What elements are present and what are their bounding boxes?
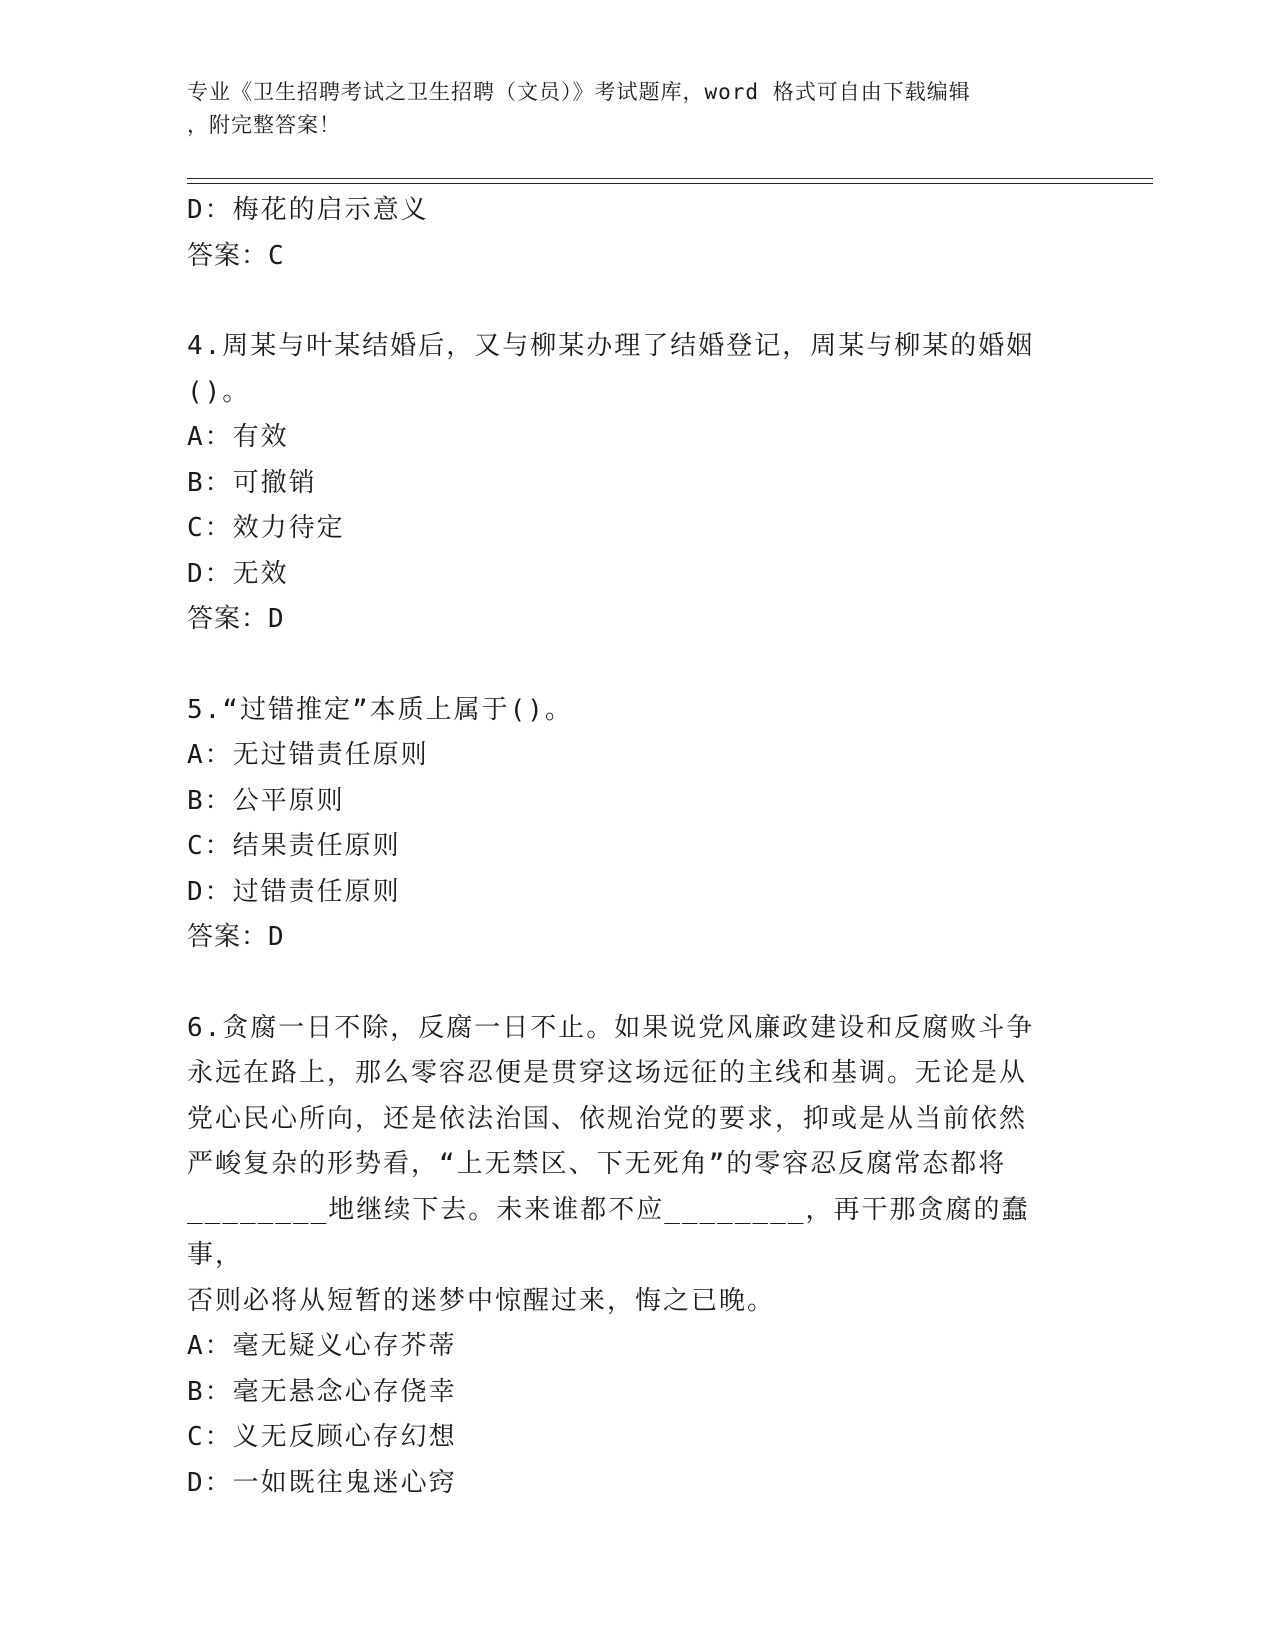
q5-answer: 答案：D bbox=[187, 922, 285, 952]
q3-answer: 答案：C bbox=[187, 240, 285, 271]
q4-option-a: A：有效 bbox=[187, 422, 289, 452]
q4-stem-line2: ()。 bbox=[187, 376, 251, 407]
header-title-line2: ，附完整答案！ bbox=[187, 113, 341, 137]
q5-option-c: C：结果责任原则 bbox=[187, 831, 401, 861]
q6-stem bbox=[187, 1006, 1067, 1325]
q4-option-c: C：效力待定 bbox=[187, 513, 345, 543]
q4-answer: 答案：D bbox=[187, 604, 285, 634]
q6-option-b: B：毫无悬念心存侥幸 bbox=[187, 1376, 457, 1407]
q6-stem-line1: 6.贪腐一日不除，反腐一日不止。如果说党风廉政建设和反腐败斗争 bbox=[187, 1012, 1035, 1043]
q6-stem-line4: 严峻复杂的形势看，“上无禁区、下无死角”的零容忍反腐常态都将 bbox=[187, 1149, 1007, 1179]
q6-option-c: C：义无反顾心存幻想 bbox=[187, 1422, 457, 1452]
q6-stem-line5: ________地继续下去。未来谁都不应________，再干那贪腐的蠢事， bbox=[187, 1194, 1030, 1270]
q6-option-a: A：毫无疑义心存芥蒂 bbox=[187, 1331, 457, 1361]
q5-option-a: A：无过错责任原则 bbox=[187, 740, 429, 770]
header-title-line1: 专业《卫生招聘考试之卫生招聘（文员）》考试题库，word 格式可自由下载编辑 bbox=[187, 80, 971, 104]
question-list bbox=[187, 188, 1067, 1506]
document-header bbox=[187, 76, 1067, 142]
q6-stem-line3: 党心民心所向，还是依法治国、依规治党的要求，抑或是从当前依然 bbox=[187, 1103, 1028, 1134]
q4-stem-line1: 4.周某与叶某结婚后，又与柳某办理了结婚登记，周某与柳某的婚姻 bbox=[187, 331, 1035, 361]
q5-option-d: D：过错责任原则 bbox=[187, 876, 401, 907]
spacer bbox=[187, 279, 1067, 324]
q5-stem: 5.“过错推定”本质上属于()。 bbox=[187, 694, 573, 725]
q3-option-d: D：梅花的启示意义 bbox=[187, 195, 429, 225]
q6-option-d: D：一如既往鬼迷心窍 bbox=[187, 1467, 457, 1498]
header-rule-bottom bbox=[187, 183, 1153, 184]
q4-option-b: B：可撤销 bbox=[187, 467, 317, 498]
q5-option-b: B：公平原则 bbox=[187, 785, 345, 816]
spacer bbox=[187, 961, 1067, 1006]
q4-option-d: D：无效 bbox=[187, 558, 289, 589]
header-rule-top bbox=[187, 178, 1153, 179]
q6-stem-line6: 否则必将从短暂的迷梦中惊醒过来，悔之已晚。 bbox=[187, 1285, 776, 1316]
q6-stem-line2: 永远在路上，那么零容忍便是贯穿这场远征的主线和基调。无论是从 bbox=[187, 1058, 1028, 1088]
spacer bbox=[187, 643, 1067, 688]
